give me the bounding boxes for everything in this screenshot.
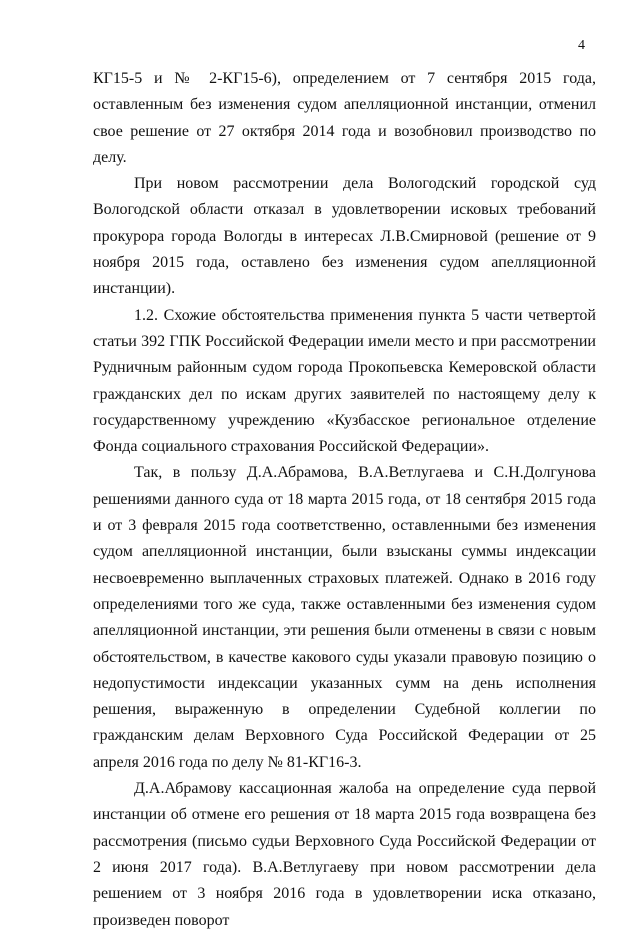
paragraph-1: КГ15-5 и № 2-КГ15-6), определением от 7 сентября 2015 года, оставленным без изменения судом апелляционной инстанции, отменил свое решение от 27 октября 2014 года и возобновил производство по делу. xyxy=(93,70,596,166)
paragraph-2: При новом рассмотрении дела Вологодский городской суд Вологодской области отказал в удовлетворении исковых требований прокурора города Вологды в интересах Л.В.Смирновой (решение от 9 ноября 2015 года, оставлено без изменения судом апелляционной инстанции). xyxy=(93,175,596,298)
paragraph-5: Д.А.Абрамову кассационная жалоба на определение суда первой инстанции об отмене его решения от 18 марта 2015 года возвращена без рассмотрения (письмо судьи Верховного Суда Российской Федерации от 2 июня 2017 года). В.А.Ветлугаеву при новом рассмотрении дела решением от 3 ноября 2016 года в удовлетворении иска отказано, произведен поворот xyxy=(93,780,596,929)
document-body xyxy=(93,66,596,934)
page-number: 4 xyxy=(578,38,585,53)
paragraph-4: Так, в пользу Д.А.Абрамова, В.А.Ветлугаева и С.Н.Долгунова решениями данного суда от 18 марта 2015 года, от 18 сентября 2015 года и от 3 февраля 2015 года соответственно, оставленными без изменения судом апелляционной инстанции, были взысканы суммы индексации несвоевременно выплаченных страховых платежей. Однако в 2016 году определениями того же суда, также оставленными без изменения судом апелляционной инстанции, эти решения были отменены в связи с новым обстоятельством, в качестве какового суды указали правовую позицию о недопустимости индексации указанных сумм на день исполнения решения, выраженную в определении Судебной коллегии по гражданским делам Верховного Суда Российской Федерации от 25 апреля 2016 года по делу № 81-КГ16-3. xyxy=(93,464,596,771)
paragraph-3: 1.2. Схожие обстоятельства применения пункта 5 части четвертой статьи 392 ГПК Российской Федерации имели место и при рассмотрении Рудничным районным судом города Прокопьевска Кемеровской области гражданских дел по искам других заявителей по настоящему делу к государственному учреждению «Кузбасское региональное отделение Фонда социального страхования Российской Федерации». xyxy=(93,306,596,456)
